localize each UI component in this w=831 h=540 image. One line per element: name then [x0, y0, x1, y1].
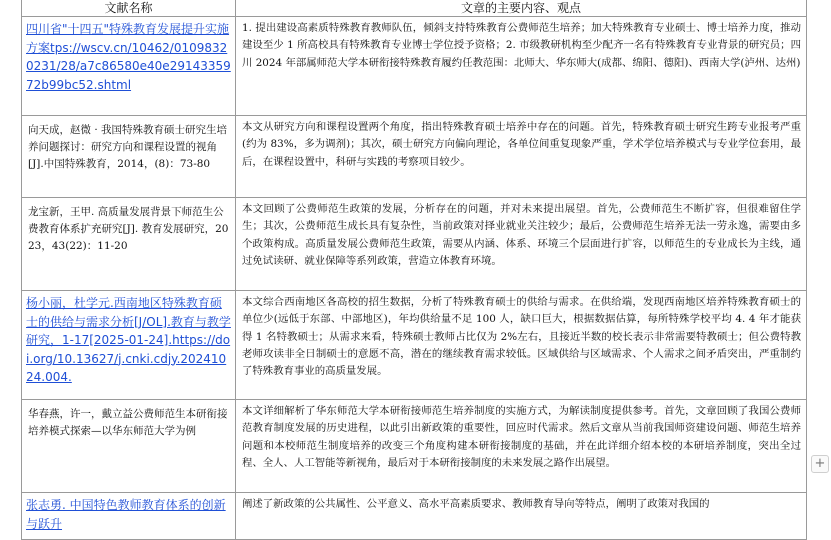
summary-cell: 本文从研究方向和课程设置两个角度，指出特殊教育硕士培养中存在的问题。首先，特殊教育硕士研究生跨专业报考严重(约为 83%，多为调剂)；其次，硕士研究方向偏向理论，各单位间重复现象严重，学术学位培养模式与专业学位套用，最后，在课程设置中，科研与实践的考察项目较少。: [236, 116, 807, 198]
literature-review-table: [21, 0, 807, 540]
table-header-row: [22, 0, 807, 17]
header-main-content: 文章的主要内容、观点: [236, 0, 807, 17]
summary-cell: 阐述了新政策的公共属性、公平意义、高水平高素质要求、教师教育导向等特点，阐明了政策对我国的: [236, 493, 807, 540]
reference-link-sichuan-plan[interactable]: 四川省"十四五"特殊教育发展提升实施方案tps://wscv.cn/10462/01098320231/28/a7c86580e40e2914335972b99bc52.shtml: [22, 17, 236, 116]
add-button[interactable]: +: [811, 455, 829, 473]
table-row: [22, 291, 807, 400]
summary-cell: 本文回顾了公费师范生政策的发展，分析存在的问题，并对未来提出展望。首先，公费师范生不断扩容，但很难留住学生；其次，公费师范生成长具有复杂性，当前政策对择业就业关注较少；最后，公费师范生培养无法一劳永逸，需要由多个政策构成。高质量发展公费师范生政策，需要从内涵、体系、环境三个层面进行扩容，以师范生的专业成长为主线，通过免试读研、就业保障等系列政策，营造立体教育环境。: [236, 198, 807, 291]
reference-cell: 向天成，赵微 · 我国特殊教育硕士研究生培养问题探讨：研究方向和课程设置的视角[J].中国特殊教育，2014，(8)：73-80: [22, 116, 236, 198]
table-row: [22, 400, 807, 493]
table-row: [22, 116, 807, 198]
summary-cell: 本文详细解析了华东师范大学本研衔接师范生培养制度的实施方式，为解读制度提供参考。首先，文章回顾了我国公费师范教育制度发展的历史进程，以此引出新政策的重要性，回应时代需求。然后文章从当前我国师资建设问题、师范生培养问题和本校师范生制度培养的改变三个角度构建本研衔接制度的基础，并在此详细介绍本校的本研培养制度，突出全过程、全人、人工智能等新视角，最后对于本研衔接制度的未来发展之路作出展望。: [236, 400, 807, 493]
table-row: [22, 17, 807, 116]
reference-link-southwest-supply-demand[interactable]: 杨小丽，杜学元.西南地区特殊教育硕士的供给与需求分析[J/OL].教育与教学研究，1-17[2025-01-24].https://doi.org/10.13627/j.cnki.cdjy.20241024.004.: [22, 291, 236, 400]
reference-link-teacher-education-system[interactable]: 张志勇. 中国特色教师教育体系的创新与跃升: [22, 493, 236, 540]
summary-cell: 1. 提出建设高素质特殊教育教师队伍，倾斜支持特殊教育公费师范生培养；加大特殊教育专业硕士、博士培养力度，推动建设至少 1 所高校具有特殊教育专业博士学位授予资格；2. 市级教研机构至少配齐一名有特殊教育专业背景的研究员；四川 2024 年部属师范大学本研衔接特殊教育履约任教范围：北师大、华东师大(成都、绵阳、德阳)、西南大学(泸州、达州): [236, 17, 807, 116]
summary-cell: 本文综合西南地区各高校的招生数据，分析了特殊教育硕士的供给与需求。在供给端，发现西南地区培养特殊教育硕士的单位少(远低于东部、中部地区)，年均供给量不足 100 人，缺口巨大，根据数据估算，每所特殊学校平均 4. 4 年才能获得 1 名特教硕士；从需求来看，特殊硕士教师占比仅为 2%左右，且接近半数的校长表示非常需要特教硕士；但公费特教老师攻读非全日制硕士的意愿不高，潜在的继续教育需求较低。区域供给与区域需求、个人需求之间矛盾突出，严重制约了特殊教育事业的高质量发展。: [236, 291, 807, 400]
reference-cell: 龙宝新，王甲. 高质量发展背景下师范生公费教育体系扩充研究[J]. 教育发展研究，2023，43(22)：11-20: [22, 198, 236, 291]
table-row: [22, 493, 807, 540]
reference-cell: 华春燕，许一，戴立益公费师范生本研衔接培养模式探索—以华东师范大学为例: [22, 400, 236, 493]
table-row: [22, 198, 807, 291]
header-document-name: 文献名称: [22, 0, 236, 17]
